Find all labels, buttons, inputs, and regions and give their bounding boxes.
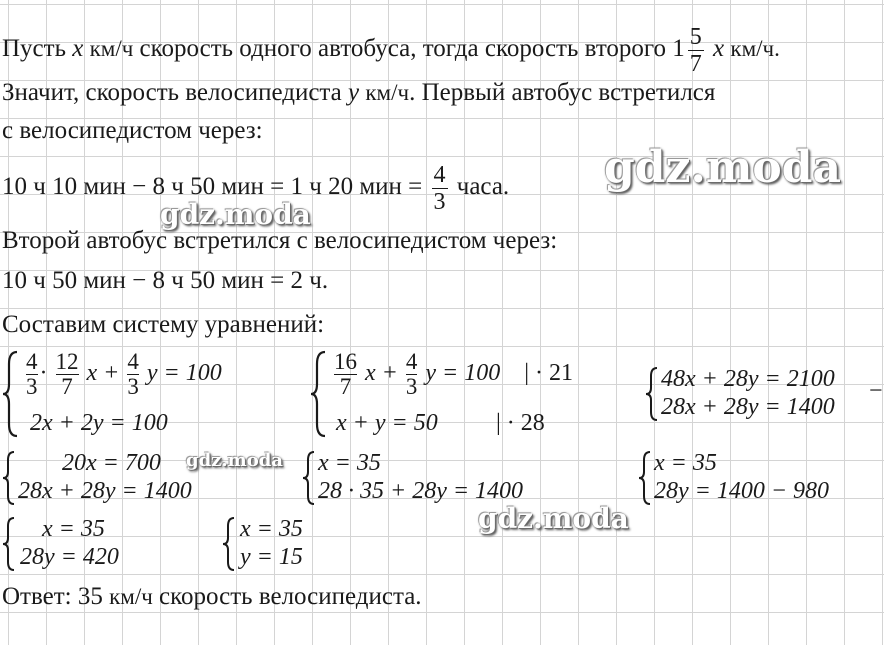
equation-system-7: x = 35 28y = 420 — [2, 516, 162, 574]
equation-system-2: $\frac{16}{7}$ x + $\frac{4}{3}$ y = 100 | · 21 x + y = 50 | · 28 — [310, 350, 610, 440]
answer-line: Ответ: 35 км/ч скорость велосипедиста. — [2, 583, 422, 610]
text-line-6: 10 ч 50 мин − 8 ч 50 мин = 2 ч. — [2, 267, 329, 294]
equation-system-4: 20x = 700 28x + 28y = 1400 — [2, 450, 242, 508]
equation-system-8: x = 35 y = 15 — [222, 516, 342, 574]
equation-system-6: x = 35 28y = 1400 − 980 — [638, 450, 878, 508]
equation-system-1: $\frac{4}{3}$ · $\frac{12}{7}$ x + $\frac{4}{3}$ y = 100 2x + 2y = 100 — [2, 350, 262, 440]
left-brace-icon — [2, 350, 20, 438]
watermark-large: gdz.moda — [604, 142, 842, 193]
left-brace-icon — [645, 366, 659, 422]
text-line-1: Пусть x км/ч скорость одного автобуса, тогда скорость второго 1 $\frac{5}{7}$ x км/ч. — [2, 24, 780, 77]
left-brace-icon — [2, 450, 16, 506]
text-line-7: Составим систему уравнений: — [2, 311, 325, 338]
watermark-medium-1: gdz.moda — [160, 198, 311, 231]
left-brace-icon — [638, 450, 652, 506]
text-line-4: 10 ч 10 мин − 8 ч 50 мин = 1 ч 20 мин = $\frac{4}{3}$ часа. — [2, 162, 510, 215]
fraction-four-thirds: $\frac{4}{3}$ — [433, 162, 446, 215]
left-brace-icon — [2, 516, 16, 572]
watermark-small: gdz.moda — [186, 450, 283, 471]
equation-system-5: x = 35 28 · 35 + 28y = 1400 — [302, 450, 562, 508]
mixed-fraction: $\frac{5}{7}$ — [689, 24, 702, 77]
left-brace-icon — [302, 450, 316, 506]
watermark-medium-2: gdz.moda — [478, 502, 629, 535]
left-brace-icon — [310, 350, 328, 438]
text-line-5: Второй автобус встретился с велосипедистом через: — [2, 227, 558, 254]
text-line-3: с велосипедистом через: — [2, 117, 263, 144]
left-brace-icon — [222, 516, 236, 572]
equation-system-3: 48x + 28y = 2100 28x + 28y = 1400 − — [645, 366, 884, 424]
text-line-2: Значит, скорость велосипедиста y км/ч. Первый автобус встретился — [2, 79, 716, 106]
